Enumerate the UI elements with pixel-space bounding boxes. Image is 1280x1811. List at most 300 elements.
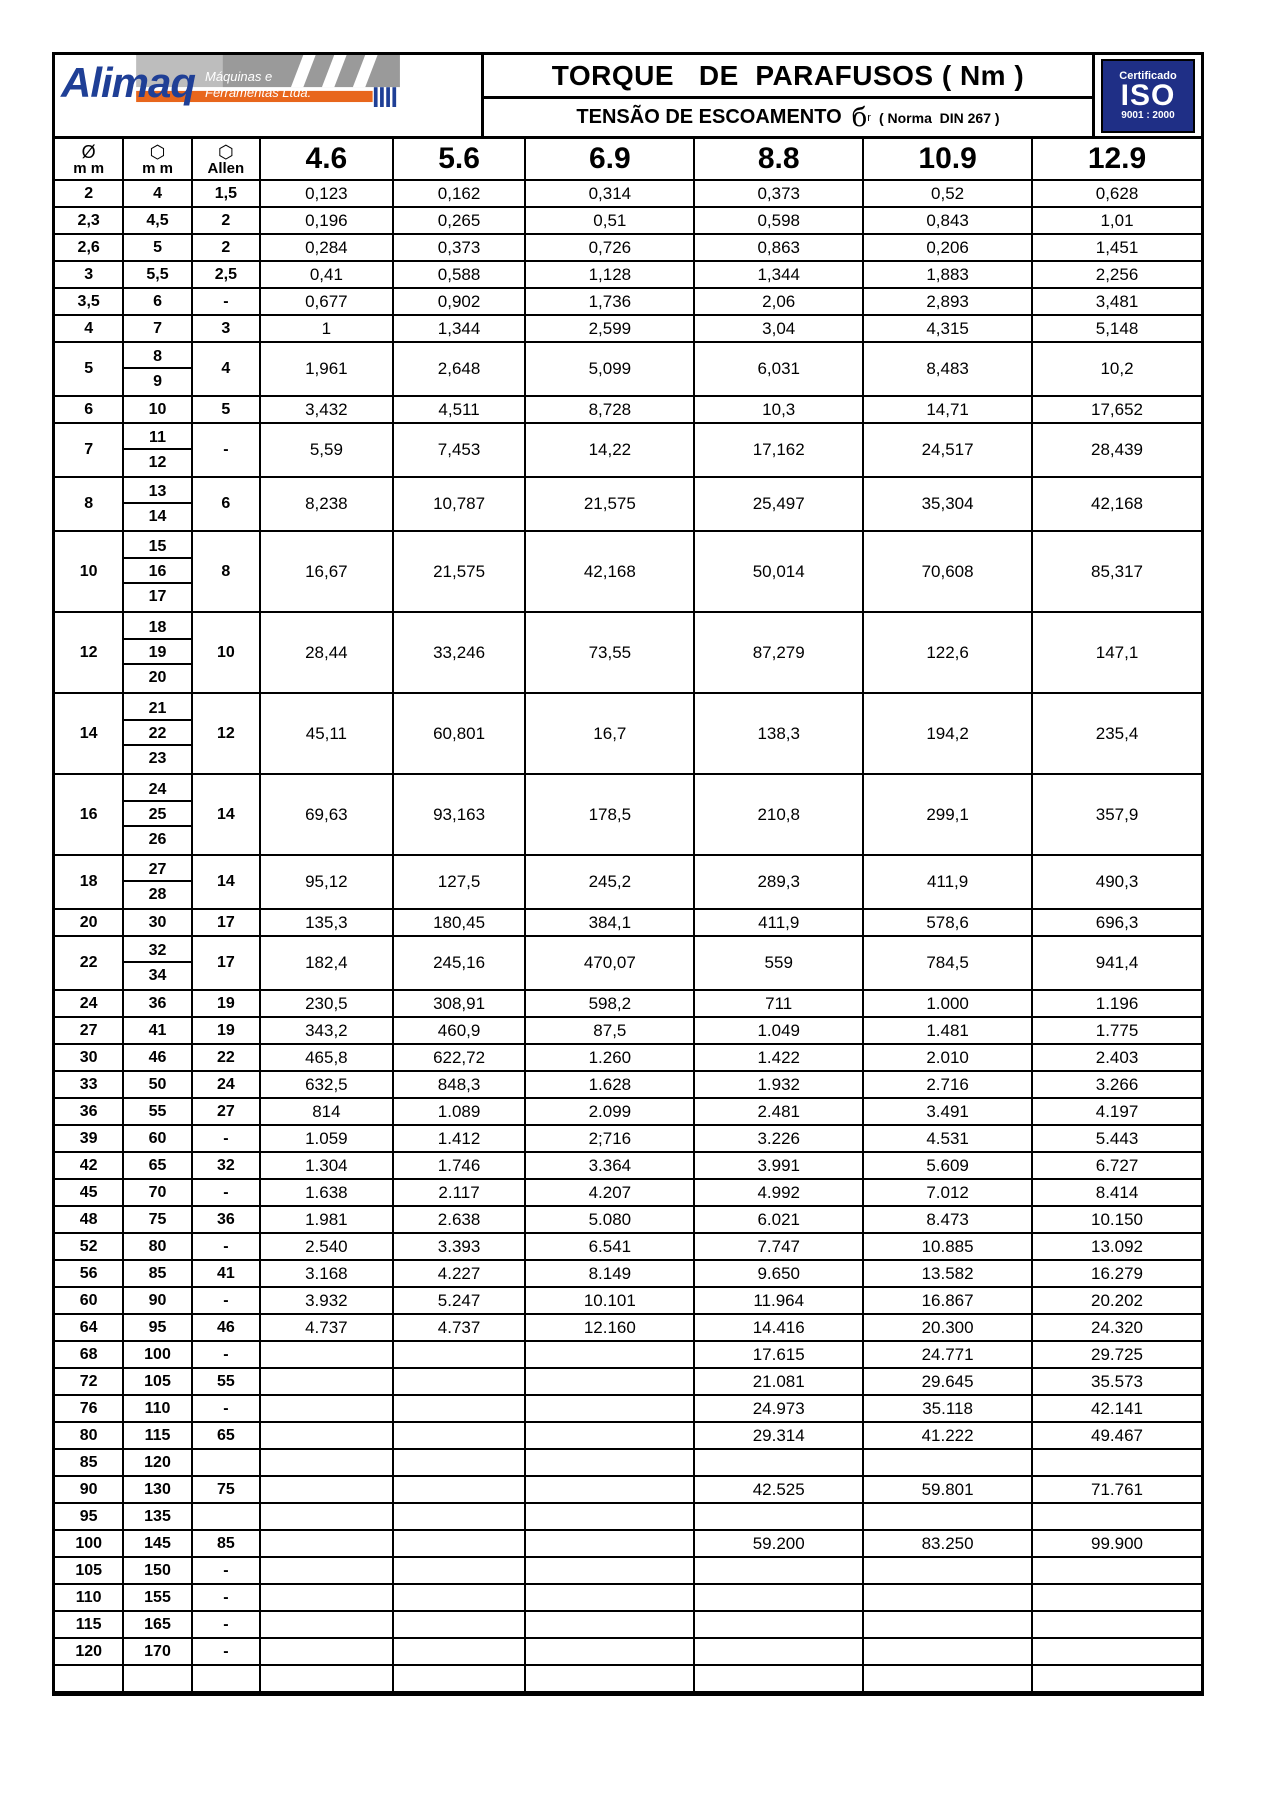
hex-key-value: 4,5 xyxy=(146,212,169,229)
torque-value-cell: 2,599 xyxy=(525,315,694,342)
allen-cell: 36 xyxy=(192,1206,260,1233)
torque-sheet xyxy=(52,52,1204,1696)
torque-value-cell xyxy=(260,1395,393,1422)
torque-value-cell: 16.867 xyxy=(863,1287,1032,1314)
allen-cell: 8 xyxy=(192,531,260,612)
table-row xyxy=(55,774,1201,855)
table-row xyxy=(55,288,1201,315)
torque-value-cell: 3.226 xyxy=(694,1125,863,1152)
allen-cell: - xyxy=(192,1611,260,1638)
torque-value-cell: 12.160 xyxy=(525,1314,694,1341)
torque-value-cell: 45,11 xyxy=(260,693,393,774)
torque-value-cell: 21,575 xyxy=(525,477,694,531)
allen-cell: 85 xyxy=(192,1530,260,1557)
allen-cell: 6 xyxy=(192,477,260,531)
torque-value-cell: 941,4 xyxy=(1032,936,1201,990)
torque-value-cell: 10.150 xyxy=(1032,1206,1201,1233)
torque-value-cell: 1,961 xyxy=(260,342,393,396)
torque-value-cell: 784,5 xyxy=(863,936,1032,990)
torque-value-cell: 308,91 xyxy=(393,990,526,1017)
hex-key-cell xyxy=(123,180,191,207)
hex-key-cell xyxy=(123,1233,191,1260)
torque-value-cell xyxy=(863,1584,1032,1611)
torque-value-cell: 2,893 xyxy=(863,288,1032,315)
diameter-cell: 110 xyxy=(55,1584,123,1611)
torque-value-cell: 5.247 xyxy=(393,1287,526,1314)
torque-value-cell: 6.541 xyxy=(525,1233,694,1260)
torque-value-cell xyxy=(393,1476,526,1503)
torque-value-cell: 1.638 xyxy=(260,1179,393,1206)
hex-key-value: 22 xyxy=(124,721,190,746)
table-row xyxy=(55,423,1201,477)
allen-cell: 1,5 xyxy=(192,180,260,207)
torque-value-cell: 83.250 xyxy=(863,1530,1032,1557)
torque-value-cell: 28,44 xyxy=(260,612,393,693)
torque-value-cell xyxy=(1032,1449,1201,1476)
hex-key-value: 30 xyxy=(148,914,167,931)
hex-key-value: 50 xyxy=(148,1076,167,1093)
table-row xyxy=(55,1395,1201,1422)
table-row xyxy=(55,1557,1201,1584)
torque-value-cell: 10.101 xyxy=(525,1287,694,1314)
logo-since: Desde 1983 xyxy=(355,119,408,131)
torque-value-cell: 1,344 xyxy=(694,261,863,288)
diameter-cell: 27 xyxy=(55,1017,123,1044)
diameter-cell: 95 xyxy=(55,1503,123,1530)
hex-key-cell xyxy=(123,288,191,315)
diameter-cell: 115 xyxy=(55,1611,123,1638)
hex-key-cell xyxy=(123,855,191,909)
torque-value-cell: 4,315 xyxy=(863,315,1032,342)
hex-key-value: 6 xyxy=(153,293,162,310)
torque-value-cell: 0,677 xyxy=(260,288,393,315)
torque-value-cell: 29.645 xyxy=(863,1368,1032,1395)
diameter-cell: 2,6 xyxy=(55,234,123,261)
torque-value-cell: 0,373 xyxy=(393,234,526,261)
diameter-cell: 42 xyxy=(55,1152,123,1179)
hex-key-value: 41 xyxy=(148,1022,167,1039)
hex-key-cell xyxy=(123,1152,191,1179)
torque-value-cell: 4.737 xyxy=(393,1314,526,1341)
hex-key-value: 19 xyxy=(124,640,190,665)
torque-value-cell: 73,55 xyxy=(525,612,694,693)
diameter-cell: 2,3 xyxy=(55,207,123,234)
torque-value-cell xyxy=(260,1530,393,1557)
torque-value-cell: 10.885 xyxy=(863,1233,1032,1260)
torque-value-cell: 696,3 xyxy=(1032,909,1201,936)
torque-value-cell: 3.266 xyxy=(1032,1071,1201,1098)
torque-value-cell: 1,344 xyxy=(393,315,526,342)
hex-key-value: 17 xyxy=(148,588,167,605)
torque-value-cell: 24,517 xyxy=(863,423,1032,477)
torque-value-cell: 1.260 xyxy=(525,1044,694,1071)
hex-key-cell xyxy=(123,1530,191,1557)
table-body xyxy=(55,180,1201,1692)
hex-key-cell xyxy=(123,612,191,693)
allen-cell: - xyxy=(192,1584,260,1611)
allen-cell: 27 xyxy=(192,1098,260,1125)
allen-cell: 14 xyxy=(192,774,260,855)
torque-value-cell xyxy=(1032,1611,1201,1638)
allen-cell: 22 xyxy=(192,1044,260,1071)
page-subtitle xyxy=(484,99,1092,136)
torque-value-cell xyxy=(694,1449,863,1476)
torque-value-cell: 87,279 xyxy=(694,612,863,693)
allen-cell: 46 xyxy=(192,1314,260,1341)
allen-hexagon-icon: ⬡ xyxy=(218,142,234,162)
hex-key-value: 170 xyxy=(144,1643,171,1660)
torque-value-cell xyxy=(260,1557,393,1584)
table-row xyxy=(55,1044,1201,1071)
norma-label: ( Norma DIN 267 ) xyxy=(878,109,1000,126)
torque-value-cell xyxy=(260,1611,393,1638)
diameter-cell: 3,5 xyxy=(55,288,123,315)
torque-value-cell: 1 xyxy=(260,315,393,342)
torque-value-cell: 1.089 xyxy=(393,1098,526,1125)
table-row xyxy=(55,1638,1201,1665)
diameter-cell: 48 xyxy=(55,1206,123,1233)
hex-key-value: 20 xyxy=(148,669,167,686)
table-row xyxy=(55,1287,1201,1314)
torque-value-cell: 2.716 xyxy=(863,1071,1032,1098)
sigma-symbol: б xyxy=(851,102,868,133)
allen-cell: 41 xyxy=(192,1260,260,1287)
hex-key-value: 27 xyxy=(124,857,190,882)
torque-value-cell xyxy=(260,1638,393,1665)
torque-value-cell: 178,5 xyxy=(525,774,694,855)
grade-header: 4.6 xyxy=(260,139,393,180)
allen-cell: - xyxy=(192,1341,260,1368)
torque-value-cell: 42.525 xyxy=(694,1476,863,1503)
hex-key-value: 100 xyxy=(144,1346,171,1363)
diameter-cell: 14 xyxy=(55,693,123,774)
hex-key-value: 75 xyxy=(148,1211,167,1228)
torque-value-cell: 16.279 xyxy=(1032,1260,1201,1287)
hex-key-value: 165 xyxy=(144,1616,171,1633)
torque-value-cell: 17.615 xyxy=(694,1341,863,1368)
grade-header: 6.9 xyxy=(525,139,694,180)
torque-value-cell: 24.320 xyxy=(1032,1314,1201,1341)
table-row xyxy=(55,1314,1201,1341)
table-row xyxy=(55,1611,1201,1638)
sigma-subscript: r xyxy=(867,111,871,124)
torque-value-cell: 6,031 xyxy=(694,342,863,396)
torque-value-cell: 411,9 xyxy=(863,855,1032,909)
diameter-cell: 90 xyxy=(55,1476,123,1503)
torque-value-cell xyxy=(863,1449,1032,1476)
hex-key-cell xyxy=(123,1611,191,1638)
hex-key-cell xyxy=(123,1341,191,1368)
hex-key-value: 13 xyxy=(124,479,190,504)
torque-value-cell xyxy=(525,1665,694,1692)
torque-value-cell xyxy=(525,1341,694,1368)
torque-value-cell: 17,652 xyxy=(1032,396,1201,423)
hex-key-value: 65 xyxy=(148,1157,167,1174)
hex-key-cell xyxy=(123,990,191,1017)
diameter-cell: 7 xyxy=(55,423,123,477)
torque-value-cell: 9.650 xyxy=(694,1260,863,1287)
hex-key-cell xyxy=(123,342,191,396)
torque-value-cell: 8.149 xyxy=(525,1260,694,1287)
allen-cell: 17 xyxy=(192,936,260,990)
torque-value-cell: 559 xyxy=(694,936,863,990)
torque-value-cell xyxy=(694,1503,863,1530)
torque-value-cell: 1.981 xyxy=(260,1206,393,1233)
torque-value-cell: 0,206 xyxy=(863,234,1032,261)
table-row xyxy=(55,180,1201,207)
torque-value-cell: 0,314 xyxy=(525,180,694,207)
table-row xyxy=(55,1530,1201,1557)
torque-value-cell: 13.582 xyxy=(863,1260,1032,1287)
torque-value-cell xyxy=(1032,1557,1201,1584)
torque-value-cell: 1.059 xyxy=(260,1125,393,1152)
torque-value-cell xyxy=(393,1422,526,1449)
allen-cell: 75 xyxy=(192,1476,260,1503)
table-row xyxy=(55,1179,1201,1206)
torque-value-cell: 42,168 xyxy=(525,531,694,612)
torque-value-cell: 598,2 xyxy=(525,990,694,1017)
torque-value-cell: 4.227 xyxy=(393,1260,526,1287)
torque-value-cell: 0,162 xyxy=(393,180,526,207)
torque-value-cell xyxy=(260,1341,393,1368)
torque-value-cell xyxy=(393,1638,526,1665)
torque-value-cell: 69,63 xyxy=(260,774,393,855)
diameter-cell: 68 xyxy=(55,1341,123,1368)
torque-value-cell: 3,432 xyxy=(260,396,393,423)
torque-value-cell: 20.202 xyxy=(1032,1287,1201,1314)
torque-value-cell: 17,162 xyxy=(694,423,863,477)
hex-key-cell xyxy=(123,693,191,774)
torque-value-cell: 7.012 xyxy=(863,1179,1032,1206)
torque-value-cell: 0,863 xyxy=(694,234,863,261)
torque-value-cell: 1,128 xyxy=(525,261,694,288)
grade-header: 5.6 xyxy=(393,139,526,180)
torque-value-cell: 1.628 xyxy=(525,1071,694,1098)
allen-cell: - xyxy=(192,423,260,477)
column-diameter xyxy=(55,139,123,180)
logo-name: Alimaq xyxy=(61,59,196,106)
torque-value-cell: 4.737 xyxy=(260,1314,393,1341)
torque-value-cell: 71.761 xyxy=(1032,1476,1201,1503)
hex-key-value: 7 xyxy=(153,320,162,337)
diameter-cell: 100 xyxy=(55,1530,123,1557)
table-row xyxy=(55,1071,1201,1098)
allen-cell: - xyxy=(192,1287,260,1314)
torque-value-cell: 135,3 xyxy=(260,909,393,936)
torque-value-cell xyxy=(260,1476,393,1503)
torque-value-cell xyxy=(393,1665,526,1692)
hex-key-value: 11 xyxy=(124,425,190,450)
table-row xyxy=(55,612,1201,693)
torque-value-cell: 470,07 xyxy=(525,936,694,990)
torque-value-cell xyxy=(1032,1638,1201,1665)
table-row xyxy=(55,1233,1201,1260)
diameter-cell: 45 xyxy=(55,1179,123,1206)
torque-value-cell: 2.117 xyxy=(393,1179,526,1206)
table-row xyxy=(55,1260,1201,1287)
diameter-cell: 33 xyxy=(55,1071,123,1098)
torque-value-cell: 8,728 xyxy=(525,396,694,423)
torque-value-cell: 3.991 xyxy=(694,1152,863,1179)
torque-value-cell: 1.196 xyxy=(1032,990,1201,1017)
column-allen xyxy=(192,139,260,180)
hex-key-cell xyxy=(123,1206,191,1233)
subtitle-text: TENSÃO DE ESCOAMENTO xyxy=(576,106,842,128)
sheet-header xyxy=(55,55,1201,139)
torque-value-cell: 0,628 xyxy=(1032,180,1201,207)
table-row xyxy=(55,1449,1201,1476)
allen-cell: 65 xyxy=(192,1422,260,1449)
allen-cell: - xyxy=(192,1125,260,1152)
torque-value-cell: 848,3 xyxy=(393,1071,526,1098)
hex-key-value: 115 xyxy=(144,1427,171,1444)
torque-table xyxy=(55,139,1201,1693)
hex-key-value: 95 xyxy=(148,1319,167,1336)
torque-value-cell: 1,01 xyxy=(1032,207,1201,234)
diameter-cell: 76 xyxy=(55,1395,123,1422)
torque-value-cell: 127,5 xyxy=(393,855,526,909)
torque-value-cell: 343,2 xyxy=(260,1017,393,1044)
torque-value-cell xyxy=(393,1530,526,1557)
hex-key-cell xyxy=(123,1395,191,1422)
torque-value-cell: 49.467 xyxy=(1032,1422,1201,1449)
torque-value-cell xyxy=(525,1476,694,1503)
diameter-cell: 85 xyxy=(55,1449,123,1476)
torque-value-cell: 1,736 xyxy=(525,288,694,315)
torque-value-cell xyxy=(260,1422,393,1449)
torque-value-cell xyxy=(863,1557,1032,1584)
hex-key-cell xyxy=(123,477,191,531)
torque-value-cell: 3.491 xyxy=(863,1098,1032,1125)
allen-cell: 4 xyxy=(192,342,260,396)
torque-value-cell xyxy=(525,1557,694,1584)
hex-key-value: 4 xyxy=(153,185,162,202)
torque-value-cell: 490,3 xyxy=(1032,855,1201,909)
allen-cell: - xyxy=(192,1557,260,1584)
hex-key-value: 34 xyxy=(148,967,167,984)
hex-key-value: 155 xyxy=(144,1589,171,1606)
hex-key-cell xyxy=(123,774,191,855)
torque-value-cell: 11.964 xyxy=(694,1287,863,1314)
torque-value-cell xyxy=(694,1665,863,1692)
torque-value-cell: 0,196 xyxy=(260,207,393,234)
logo-subtitle-1: Máquinas e xyxy=(205,69,273,84)
torque-value-cell xyxy=(260,1665,393,1692)
torque-value-cell: 0,843 xyxy=(863,207,1032,234)
hex-key-value: 36 xyxy=(148,995,167,1012)
torque-value-cell: 711 xyxy=(694,990,863,1017)
torque-value-cell: 59.801 xyxy=(863,1476,1032,1503)
hex-key-value: 55 xyxy=(148,1103,167,1120)
hex-key-value: 130 xyxy=(144,1481,171,1498)
allen-cell xyxy=(192,1503,260,1530)
torque-value-cell: 0,51 xyxy=(525,207,694,234)
hex-key-value: 5 xyxy=(153,239,162,256)
torque-value-cell: 14.416 xyxy=(694,1314,863,1341)
table-row xyxy=(55,936,1201,990)
torque-value-cell: 5,59 xyxy=(260,423,393,477)
hex-key-cell xyxy=(123,234,191,261)
hex-key-cell xyxy=(123,423,191,477)
torque-value-cell: 99.900 xyxy=(1032,1530,1201,1557)
torque-value-cell: 50,014 xyxy=(694,531,863,612)
torque-value-cell: 5.443 xyxy=(1032,1125,1201,1152)
torque-value-cell: 1.746 xyxy=(393,1152,526,1179)
torque-value-cell: 16,7 xyxy=(525,693,694,774)
torque-value-cell xyxy=(694,1584,863,1611)
torque-value-cell xyxy=(863,1503,1032,1530)
torque-value-cell: 8,483 xyxy=(863,342,1032,396)
hex-key-cell xyxy=(123,1260,191,1287)
torque-value-cell: 95,12 xyxy=(260,855,393,909)
iso-box xyxy=(1095,55,1201,136)
torque-value-cell: 0,598 xyxy=(694,207,863,234)
torque-value-cell: 4.197 xyxy=(1032,1098,1201,1125)
torque-value-cell xyxy=(393,1584,526,1611)
torque-value-cell: 29.314 xyxy=(694,1422,863,1449)
allen-cell: - xyxy=(192,1233,260,1260)
torque-value-cell: 16,67 xyxy=(260,531,393,612)
table-row xyxy=(55,477,1201,531)
allen-cell: 10 xyxy=(192,612,260,693)
torque-value-cell: 0,373 xyxy=(694,180,863,207)
table-row xyxy=(55,396,1201,423)
torque-value-cell: 3.168 xyxy=(260,1260,393,1287)
torque-value-cell xyxy=(260,1368,393,1395)
torque-value-cell: 1.000 xyxy=(863,990,1032,1017)
hex-key-value: 145 xyxy=(144,1535,171,1552)
hex-key-cell xyxy=(123,1287,191,1314)
torque-value-cell: 35.118 xyxy=(863,1395,1032,1422)
torque-value-cell: 70,608 xyxy=(863,531,1032,612)
torque-value-cell: 622,72 xyxy=(393,1044,526,1071)
hex-key-value: 110 xyxy=(144,1400,171,1417)
torque-value-cell: 21,575 xyxy=(393,531,526,612)
torque-value-cell: 29.725 xyxy=(1032,1341,1201,1368)
torque-value-cell: 93,163 xyxy=(393,774,526,855)
hex-key-cell xyxy=(123,1017,191,1044)
hex-key-value: 25 xyxy=(124,802,190,827)
torque-value-cell: 41.222 xyxy=(863,1422,1032,1449)
torque-value-cell: 2.638 xyxy=(393,1206,526,1233)
hex-key-value: 28 xyxy=(148,886,167,903)
torque-value-cell: 1.775 xyxy=(1032,1017,1201,1044)
grade-header: 12.9 xyxy=(1032,139,1201,180)
torque-value-cell: 1.304 xyxy=(260,1152,393,1179)
diameter-cell: 105 xyxy=(55,1557,123,1584)
hex-key-value: 120 xyxy=(144,1454,171,1471)
title-box xyxy=(484,55,1095,136)
torque-value-cell: 5,099 xyxy=(525,342,694,396)
torque-value-cell xyxy=(260,1584,393,1611)
torque-value-cell: 0,265 xyxy=(393,207,526,234)
hex-key-cell xyxy=(123,1098,191,1125)
torque-value-cell: 0,123 xyxy=(260,180,393,207)
allen-cell: 17 xyxy=(192,909,260,936)
torque-value-cell xyxy=(525,1422,694,1449)
torque-value-cell xyxy=(525,1611,694,1638)
torque-value-cell: 20.300 xyxy=(863,1314,1032,1341)
torque-value-cell: 814 xyxy=(260,1098,393,1125)
torque-value-cell xyxy=(393,1341,526,1368)
diameter-cell: 22 xyxy=(55,936,123,990)
table-row xyxy=(55,531,1201,612)
hex-key-value: 23 xyxy=(148,750,167,767)
torque-value-cell xyxy=(525,1638,694,1665)
allen-cell: 14 xyxy=(192,855,260,909)
torque-value-cell: 299,1 xyxy=(863,774,1032,855)
torque-value-cell: 182,4 xyxy=(260,936,393,990)
